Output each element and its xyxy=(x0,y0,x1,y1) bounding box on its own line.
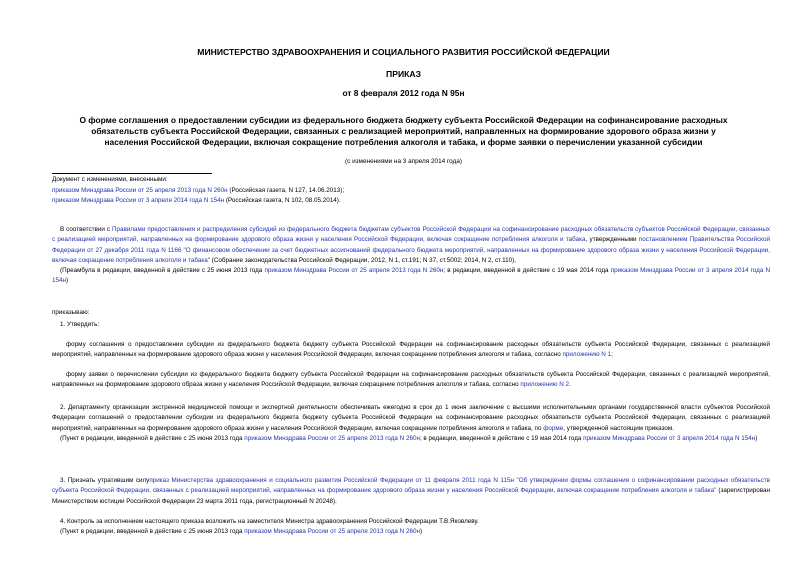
item-2-text xyxy=(52,403,770,434)
preamble-note xyxy=(52,266,770,287)
amendment-link-260n[interactable]: приказом Минздрава России от 25 апреля 2013 года N 260н xyxy=(244,434,420,442)
text-run: . xyxy=(569,381,571,389)
item-1-form-1 xyxy=(52,340,770,361)
item-1: 1. Утвердить: xyxy=(60,321,100,328)
text-run: (зарегистрирован Министерством юстиции Российской Федерации 23 марта 2011 года, регистрационный N 20248). xyxy=(52,487,770,505)
rules-link[interactable]: Правилами предоставления и распределения субсидий из федерального бюджета бюджетам субъектов Российской Федерации на софинансирование расходных обязательств субъектов Российской Федерации, связанных с реализацией мероприятий, направленных на формирование здорового образа жизни у населения Российской Федерации, включая сокращение потребления алкоголя и табака xyxy=(52,226,771,244)
amendment-link-154n[interactable]: приказом Минздрава России от 3 апреля 2014 года N 154н xyxy=(583,434,756,442)
item-4-note xyxy=(52,527,770,537)
preamble xyxy=(52,225,770,287)
text-run: ) xyxy=(419,528,423,536)
text-run: ; xyxy=(611,351,613,359)
changes-box xyxy=(52,173,472,207)
amendment-note: (с изменениями на 3 апреля 2014 года) xyxy=(345,158,462,165)
separator-line xyxy=(52,173,212,174)
text-run: (Собрание законодательства Российской Федерации, 2012, N 1, ст.191; N 37, ст.5002; 2014, N 2, ст.110), xyxy=(210,256,516,264)
changes-item xyxy=(52,196,472,207)
preamble-paragraph xyxy=(52,225,770,266)
text-run: , утвержденной настоящим приказом. xyxy=(563,424,674,432)
text-run: (Пункт в редакции, введенной в действие с 25 июня 2013 года xyxy=(60,434,245,442)
amendment-link-154n[interactable]: приказом Минздрава России от 3 апреля 2014 года N 154н xyxy=(52,197,225,204)
changes-item xyxy=(52,186,472,197)
text-run: форму соглашения о предоставлении субсидии из федерального бюджета бюджету субъекта Российской Федерации на софинансирование расходных обязательств субъекта Российской Федерации, связанных с реализацией мероприятий, направленных на формирование здорового образа жизни у населения Российской Федерации, включая сокращение потребления алкоголя и табака, согласно xyxy=(52,341,770,359)
text-run: форму заявки о перечислении субсидии из федерального бюджета бюджету субъекта Российской Федерации на софинансирование расходных обязательств субъекта Российской Федерации, связанных с реализацией мероприятий, направленных на формирование здорового образа жизни у населения Российской Федерации, включая сокращение потребления алкоголя и табака, согласно xyxy=(52,371,770,389)
text-run: 2. Департаменту организации экстренной медицинской помощи и экспертной деятельности обеспечивать ежегодно в срок до 1 июня заключение с высшими исполнительными органами государственной власти субъектов Российской Федерации соглашений о предоставлении субсидии из федерального бюджета бюджету субъекта Российской Федерации на софинансирование расходных обязательств субъекта Российской Федерации, связанных с реализацией мероприятий, направленных на формирование здорового образа жизни у населения Российской Федерации, включая сокращение потребления алкоголя и табака, по xyxy=(52,404,770,432)
text-run: ) xyxy=(65,277,69,285)
ministry-heading: МИНИСТЕРСТВО ЗДРАВООХРАНЕНИЯ И СОЦИАЛЬНОГО РАЗВИТИЯ РОССИЙСКОЙ ФЕДЕРАЦИИ xyxy=(197,47,610,57)
appendix-1-link[interactable]: приложению N 1 xyxy=(562,351,612,359)
appendix-2-link[interactable]: приложению N 2 xyxy=(520,381,569,389)
text-run: (Преамбула в редакции, введенной в действие с 25 июня 2013 года xyxy=(60,267,265,275)
item-2 xyxy=(52,403,770,444)
item-4-text: 4. Контроль за исполнением настоящего приказа возложить на заместителя Министра здравоохранения Российской Федерации Т.В.Яковлеву. xyxy=(60,518,479,525)
amendment-link-260n[interactable]: приказом Минздрава России от 25 апреля 2013 года N 260н xyxy=(52,186,228,194)
text-run: ; в редакции, введенной в действие с 19 мая 2014 года xyxy=(443,267,611,275)
item-3 xyxy=(52,476,770,507)
document-title: О форме соглашения о предоставлении субсидии из федерального бюджета бюджету субъекта Российской Федерации на софинансирование расходных обязательств субъекта Российской Федерации, связанных с реализацией мероприятий, направленных на формирование здорового образа жизни у населения Российской Федерации, включая сокращение потребления алкоголя и табака, и форме заявки о перечислении указанной субсидии xyxy=(79,115,728,147)
government-decree-link[interactable]: постановлением Правительства Российской Федерации от 27 декабря 2011 года N 1166 "О финансовом обеспечении за счет бюджетных ассигнований федерального бюджета мероприятий, направленных на формирование здорового образа жизни у населения Российской Федерации, включая сокращение потребления алкоголя и табака" xyxy=(52,236,770,264)
document-date-number: от 8 февраля 2012 года N 95н xyxy=(342,88,465,98)
item-1-form-2 xyxy=(52,370,770,391)
amendment-link-260n[interactable]: приказом Минздрава России от 25 апреля 2013 года N 260н xyxy=(264,267,444,275)
text-run: 3. Признать утратившим силу xyxy=(60,477,150,484)
repealed-order-link[interactable]: приказ Министерства здравоохранения и социального развития Российской Федерации от 11 февраля 2011 года N 115н "Об утверждении формы соглашения о софинансировании расходных обязательств субъекта Российской Федерации, связанных с реализацией мероприятий, направленных на формирование здорового образа жизни у населения Российской Федерации, включая сокращение потребления алкоголя и табака" xyxy=(52,477,770,495)
text-run: ; в редакции, введенной в действие с 19 мая 2014 года xyxy=(419,434,584,442)
text-run: (Пункт в редакции, введенной в действие с 25 июня 2013 года xyxy=(60,528,245,536)
changes-item-tail: (Российская газета, N 102, 08.05.2014). xyxy=(224,197,341,204)
item-2-note xyxy=(52,434,770,444)
text-run: , утвержденными xyxy=(585,236,639,244)
text-run: В соответствии с xyxy=(60,226,112,233)
changes-heading: Документ с изменениями, внесенными: xyxy=(52,176,168,183)
order-word: приказываю: xyxy=(52,309,90,316)
item-4 xyxy=(52,517,770,538)
form-link[interactable]: форме xyxy=(543,424,564,432)
amendment-link-260n[interactable]: приказом Минздрава России от 25 апреля 2013 года N 260н xyxy=(244,528,420,536)
changes-item-tail: (Российская газета, N 127, 14.06.2013); xyxy=(227,186,345,194)
document-type: ПРИКАЗ xyxy=(386,69,421,79)
amendment-link-154n[interactable]: приказом Минздрава России от 3 апреля 2014 года N 154н xyxy=(52,267,770,285)
text-run: ) xyxy=(755,434,758,442)
